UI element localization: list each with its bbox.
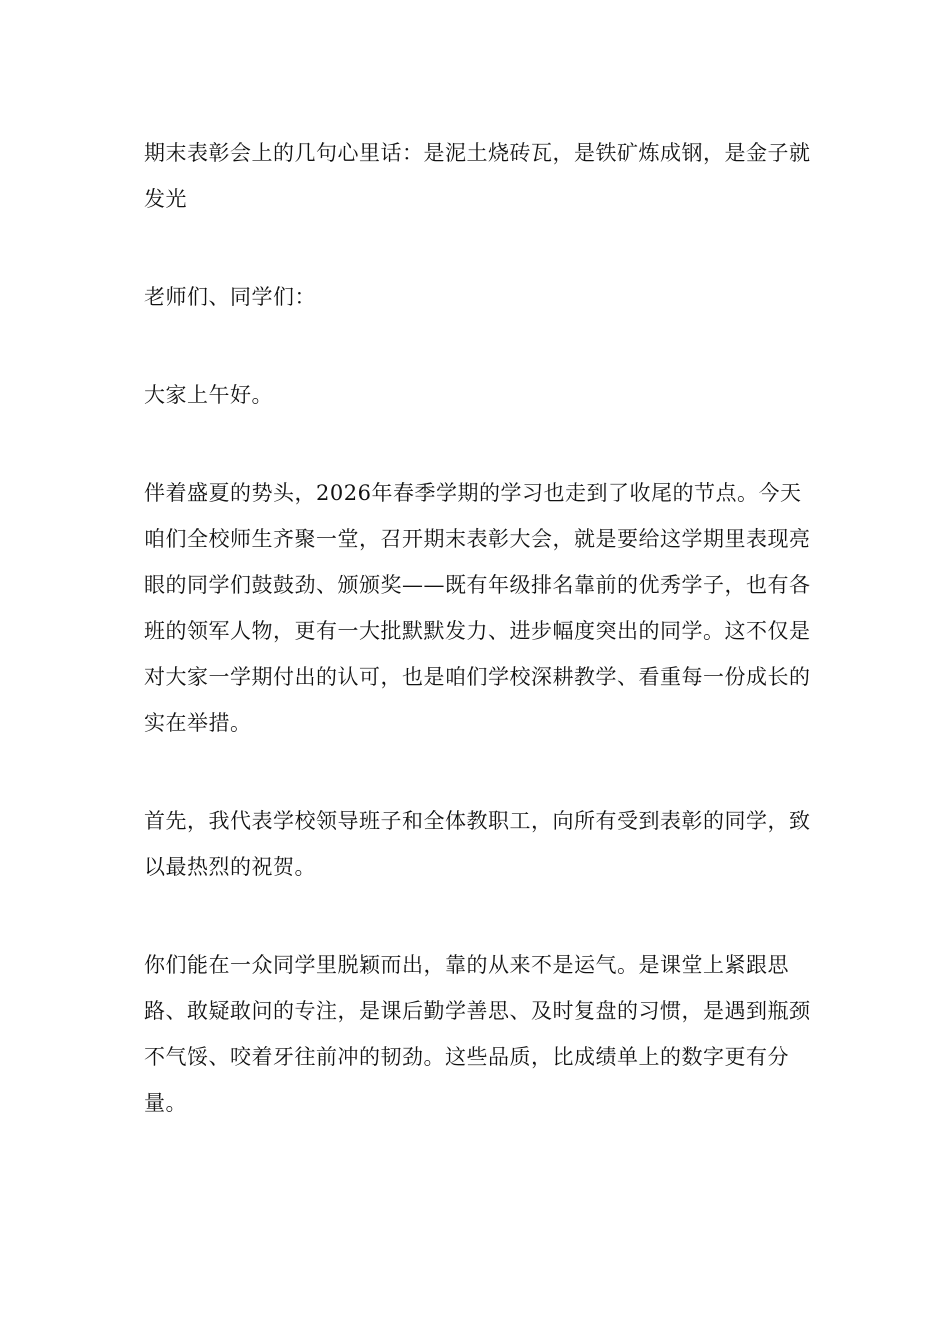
greeting: 大家上午好。	[144, 383, 273, 407]
body-paragraph: 首先，我代表学校领导班子和全体教职工，向所有受到表彰的同学，致以最热烈的祝贺。	[144, 809, 811, 879]
body-paragraph: 伴着盛夏的势头，2026年春季学期的学习也走到了收尾的节点。今天咱们全校师生齐聚一堂，召开期末表彰大会，就是要给这学期里表现亮眼的同学们鼓鼓劲、颁颁奖——既有年级排名靠前的优秀学子，也有各班的领军人物，更有一大批默默发力、进步幅度突出的同学。这不仅是对大家一学期付出的认可，也是咱们学校深耕教学、看重每一份成长的实在举措。	[144, 481, 811, 735]
body-paragraph: 你们能在一众同学里脱颖而出，靠的从来不是运气。是课堂上紧跟思路、敢疑敢问的专注，是课后勤学善思、及时复盘的习惯，是遇到瓶颈不气馁、咬着牙往前冲的韧劲。这些品质，比成绩单上的数字更有分量。	[144, 953, 811, 1115]
salutation: 老师们、同学们：	[144, 285, 316, 309]
document-title: 期末表彰会上的几句心里话：是泥土烧砖瓦，是铁矿炼成钢，是金子就发光	[144, 141, 811, 211]
document-body	[144, 130, 814, 1178]
